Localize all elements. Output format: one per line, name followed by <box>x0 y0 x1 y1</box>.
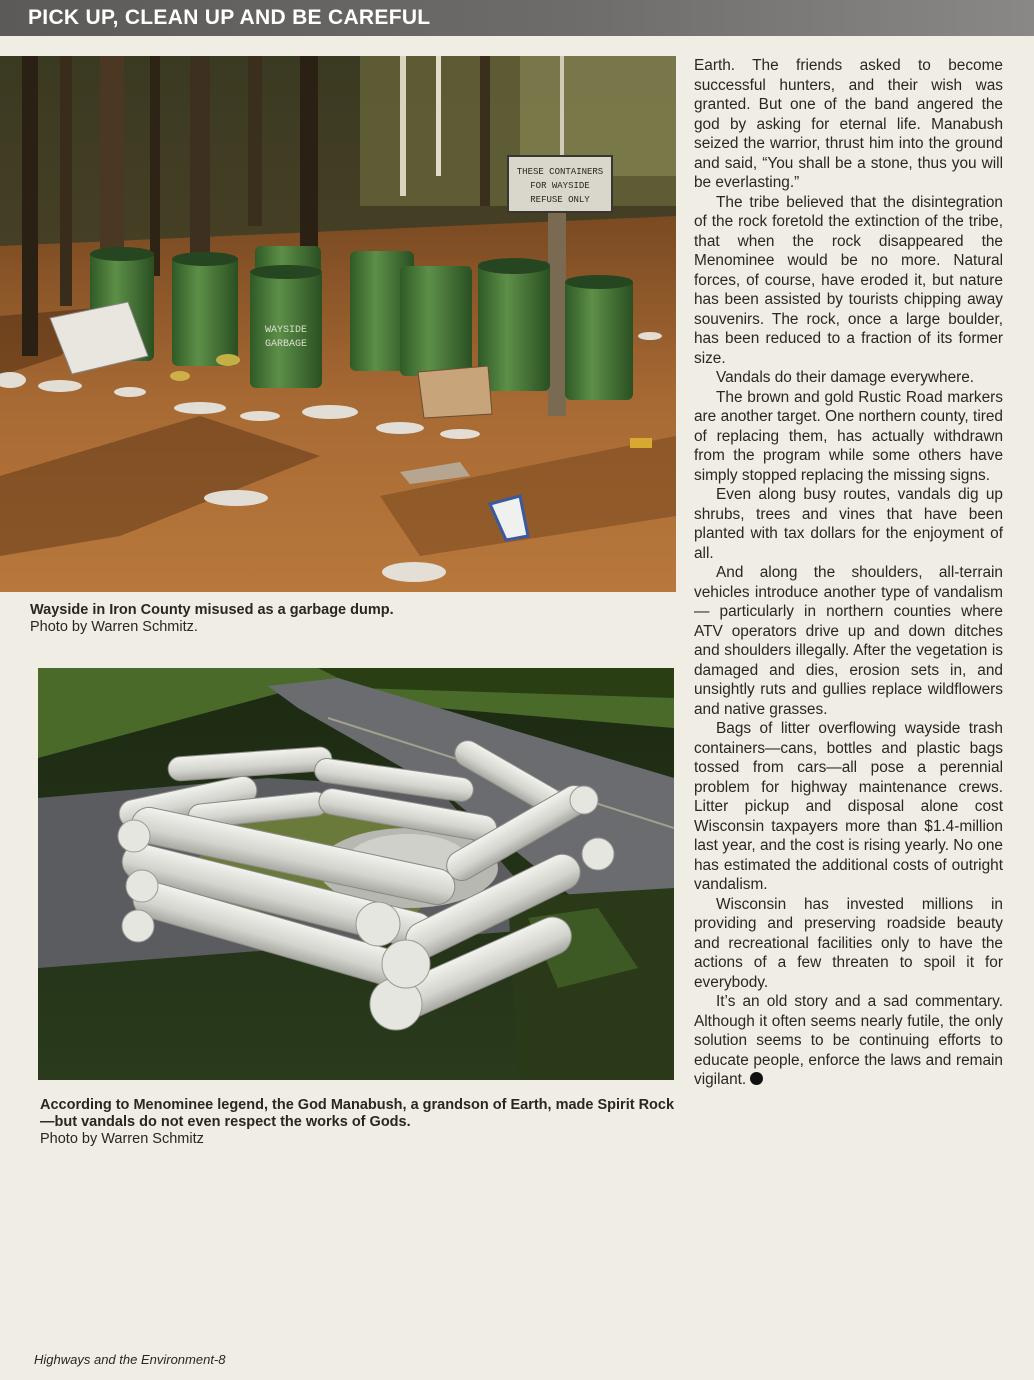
caption-title: According to Menominee legend, the God Manabush, a grandson of Earth, made Spirit Rock—but vandals do not even respect the works of Gods. <box>40 1097 675 1130</box>
photo-caption-spirit-rock <box>40 1097 680 1148</box>
sign-text-2: FOR WAYSIDE <box>530 181 590 191</box>
paragraph: Bags of litter overflowing wayside trash containers—cans, bottles and plastic bags tossed from cars—all pose a perennial problem for highway maintenance crews. Litter pickup and disposal alone cost Wisconsin taxpayers more than $1.4-million last year, and the cost is rising yearly. No one has estimated the additional costs of outright vandalism. <box>694 720 1003 893</box>
end-mark-icon <box>750 1072 763 1085</box>
wayside-garbage-photo <box>0 56 676 592</box>
paragraph: Even along busy routes, vandals dig up shrubs, trees and vines that have been planted with tax dollars for the enjoyment of all. <box>694 486 1003 562</box>
last-paragraph <box>694 992 1003 1090</box>
photo-caption-wayside <box>30 602 650 636</box>
paragraph: The tribe believed that the disintegration of the rock foretold the extinction of the tribe, that when the rock disappeared the Menominee would be no more. Natural forces, of course, have eroded it, but nature has been assisted by tourists chipping away souvenirs. The rock, once a large boulder, has been reduced to a fraction of its former size. <box>694 193 1003 367</box>
paragraph-text: It’s an old story and a sad commentary. Although it often seems nearly futile, the only solution seems to be continuing efforts to educate people, enforce the laws and remain vigilant. <box>694 993 1003 1088</box>
spirit-rock-photo <box>38 668 674 1080</box>
paragraph: The brown and gold Rustic Road markers are another target. One northern county, tired of replacing them, has actually withdrawn from the program while some others have simply stopped replacing the missing signs. <box>694 388 1003 484</box>
caption-title: Wayside in Iron County misused as a garbage dump. <box>30 602 394 618</box>
barrel-label-2: GARBAGE <box>264 339 308 350</box>
article-body <box>694 56 1003 1090</box>
page-title: PICK UP, CLEAN UP AND BE CAREFUL <box>28 6 431 29</box>
photo-credit: Photo by Warren Schmitz <box>40 1131 204 1147</box>
paragraph: Earth. The friends asked to become successful hunters, and their wish was granted. But one of the band angered the god by asking for eternal life. Manabush seized the warrior, thrust him into the ground and said, “You shall be a stone, thus you will be everlasting.” <box>694 57 1003 191</box>
photo-credit: Photo by Warren Schmitz. <box>30 619 198 635</box>
header-bar <box>0 0 1034 36</box>
paragraph: Wisconsin has invested millions in providing and preserving roadside beauty and recreational facilities only to have the actions of a few threaten to spoil it for everybody. <box>694 895 1003 991</box>
sign-text-1: THESE CONTAINERS <box>516 167 604 177</box>
paragraph: Vandals do their damage everywhere. <box>716 369 975 386</box>
paragraph: And along the shoulders, all-terrain vehicles introduce another type of vandalism — particularly in northern counties where ATV operators drive up and down ditches and shoulders illegally. After the vegetation is damaged and dies, erosion sets in, and unsightly ruts and gullies replace wildflowers and native grasses. <box>694 564 1003 718</box>
page-footer: Highways and the Environment-8 <box>34 1352 226 1367</box>
barrel-label-1: WAYSIDE <box>264 325 308 336</box>
sign-text-3: REFUSE ONLY <box>530 195 590 205</box>
